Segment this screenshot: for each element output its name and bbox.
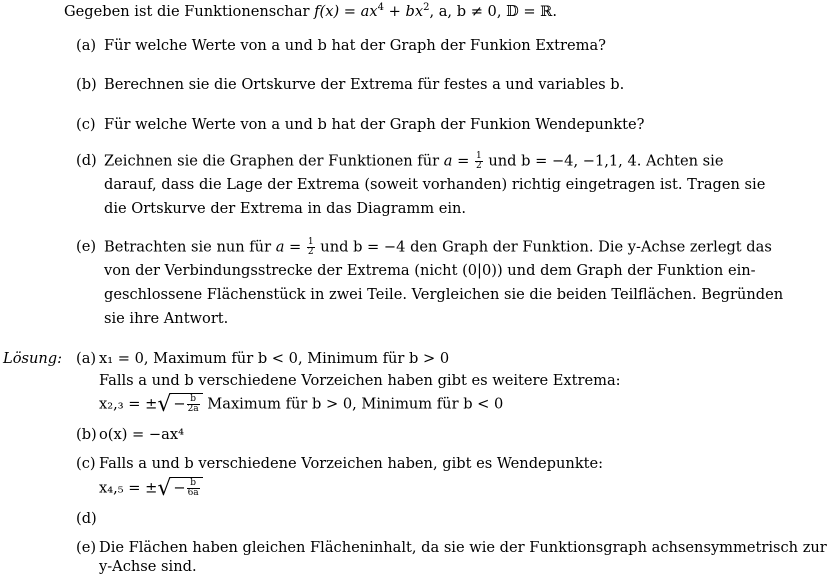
intro-condition: , a, b ≠ 0, 𝔻 = ℝ. [429,2,558,20]
sol-a-label: (a) [76,350,97,367]
sol-a-root-den: 2a [187,404,199,414]
sol-c-line1: Falls a und b verschiedene Vorzeichen haben, gibt es Wendepunkte: [99,455,604,472]
sol-e-label: (e) [76,539,97,556]
sol-a-line1: x₁ = 0, Maximum für b < 0, Minimum für b > 0 [99,350,450,367]
task-d-line1-pre: Zeichnen sie die Graphen der Funktionen für [104,152,444,170]
intro-line [64,2,557,20]
task-d-a-eq: a = [443,152,470,170]
task-d-label: (d) [76,152,97,169]
task-d-line2: darauf, dass die Lage der Extrema (soweit vorhanden) richtig eingetragen ist. Tragen sie [104,176,766,193]
task-e-line1 [104,238,772,257]
intro-exp2: 2 [423,2,430,13]
task-b-text: Berechnen sie die Ortskurve der Extrema für festes a und variables b. [104,76,625,93]
sol-c-line2 [99,476,203,501]
intro-text: Gegeben ist die Funktionenschar [64,2,315,20]
task-e-line1-pre: Betrachten sie nun für [104,238,276,256]
sol-e-line1: Die Flächen haben gleichen Flächeninhalt, da sie wie der Funktionsgraph achsensymmetrisch zur [99,539,827,556]
task-e-line4: sie ihre Antwort. [104,310,229,327]
sol-c-root-den: 6a [187,488,199,498]
intro-formula: f(x) = ax [314,2,378,20]
task-e-line1-post: und b = −4 den Graph der Funktion. Die y-Achse zerlegt das [315,238,772,256]
sol-d-label: (d) [76,510,97,527]
sol-a-root-minus: − [173,395,186,413]
solution-heading: Lösung: [3,350,63,367]
sol-a-line3-pre: x₂,₃ = ± [99,395,158,413]
task-c-label: (c) [76,116,96,133]
intro-exp4: 4 [377,2,384,13]
sol-a-line3 [99,392,503,417]
intro-plus: + bx [383,2,424,20]
sol-c-line2-pre: x₄,₅ = ± [99,479,158,497]
task-b-label: (b) [76,76,97,93]
task-e-line2: von der Verbindungsstrecke der Extrema (nicht (0|0)) und dem Graph der Funktion ein- [104,262,756,279]
sol-e-line2: y-Achse sind. [99,558,197,575]
sol-b-label: (b) [76,426,97,443]
task-e-frac-num: 1 [307,237,314,247]
task-e-label: (e) [76,238,97,255]
task-d-line3: die Ortskurve der Extrema in das Diagramm ein. [104,200,467,217]
task-d-fraction [475,152,483,171]
sol-a-sqrt: √ − $\frac{b}{2a}$ [157,392,202,417]
sol-c-root-minus: − [173,479,186,497]
task-a-label: (a) [76,37,97,54]
task-d-frac-num: 1 [475,151,482,161]
sol-b-line1: o(x) = −ax⁴ [99,426,184,443]
sol-a-line3-post: Maximum für b > 0, Minimum für b < 0 [202,395,504,413]
task-e-fraction [307,238,315,257]
sol-c-root-num: b [187,479,200,489]
task-a-text: Für welche Werte von a und b hat der Graph der Funkion Extrema? [104,37,607,54]
task-d-line1 [104,152,732,171]
sol-a-line2: Falls a und b verschiedene Vorzeichen haben gibt es weitere Extrema: [99,372,621,389]
task-d-frac-den: 2 [475,161,482,171]
task-d-line1-post: und b = −4, −1,1, 4. Achten sie [483,152,724,170]
sol-a-root-num: b [187,395,200,405]
task-e-frac-den: 2 [307,247,314,257]
task-c-text: Für welche Werte von a und b hat der Graph der Funkion Wendepunkte? [104,116,645,133]
task-e-a-eq: a = [275,238,302,256]
sol-c-label: (c) [76,455,96,472]
task-e-line3: geschlossene Flächenstück in zwei Teile. Vergleichen sie die beiden Teilflächen. Begründen [104,286,784,303]
sol-c-sqrt: √ − $\frac{b}{6a}$ [157,476,202,501]
